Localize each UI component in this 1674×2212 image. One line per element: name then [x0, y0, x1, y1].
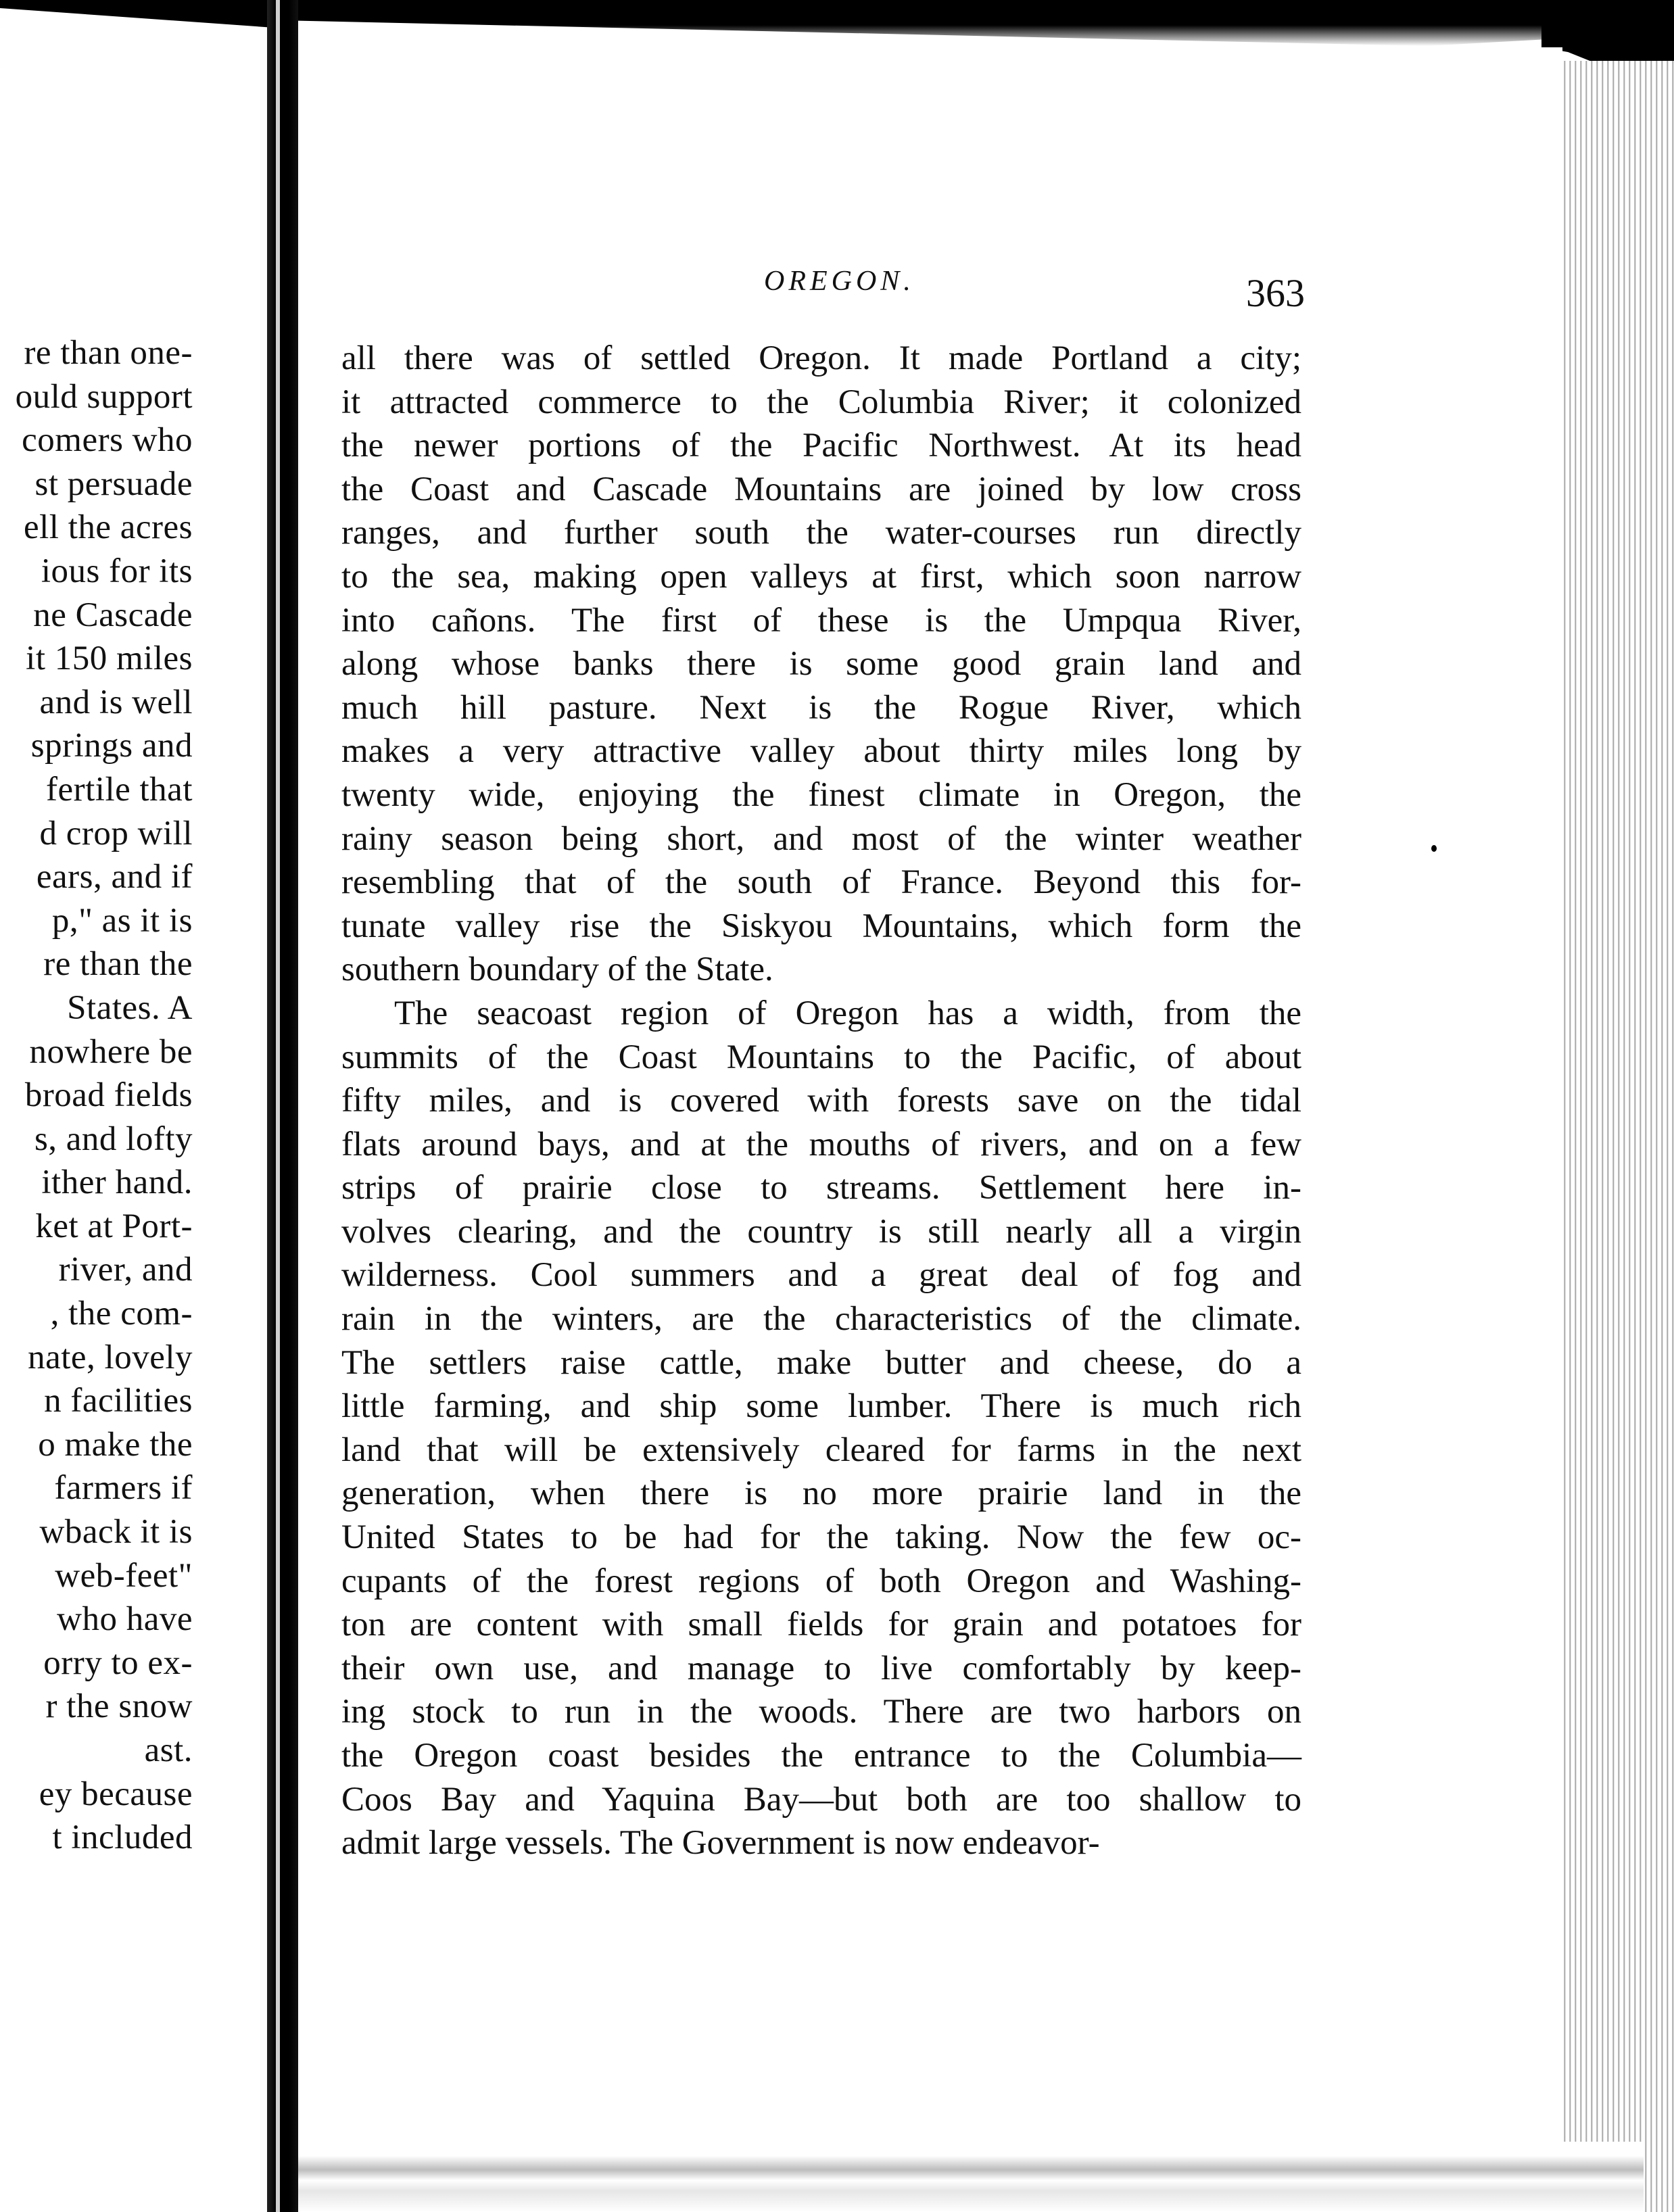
- text-line: The settlers raise cattle, make butter and cheese, do a: [341, 1343, 1301, 1382]
- text-line: it attracted commerce to the Columbia River; it colonized: [341, 383, 1301, 421]
- text-line: ing stock to run in the woods. There are two harbors on: [341, 1693, 1301, 1731]
- previous-page-line: ears, and if: [36, 858, 193, 896]
- text-line: their own use, and manage to live comfortably by keep-: [341, 1649, 1301, 1687]
- previous-page-line: broad fields: [24, 1076, 193, 1115]
- text-line: strips of prairie close to streams. Settlement here in-: [341, 1169, 1301, 1207]
- gutter-highlight: [276, 0, 280, 2212]
- previous-page-line: t included: [52, 1819, 193, 1857]
- previous-page-line: ne Cascade: [33, 596, 193, 634]
- body-text: [341, 337, 1301, 1865]
- page-stack-edge: [1555, 61, 1674, 2212]
- text-line: generation, when there is no more prairie land in the: [341, 1474, 1301, 1513]
- previous-page-line: st persuade: [34, 464, 193, 503]
- text-line: twenty wide, enjoying the finest climate in Oregon, the: [341, 775, 1301, 814]
- previous-page-line: web-feet": [55, 1556, 193, 1595]
- text-line: Coos Bay and Yaquina Bay—but both are too shallow to: [341, 1780, 1301, 1819]
- previous-page-line: n facilities: [44, 1382, 193, 1420]
- previous-page-line: orry to ex-: [43, 1643, 193, 1682]
- text-line: summits of the Coast Mountains to the Pacific, of about: [341, 1038, 1301, 1076]
- text-line: ton are content with small fields for grain and potatoes for: [341, 1606, 1301, 1644]
- text-line: wilderness. Cool summers and a great deal of fog and: [341, 1256, 1301, 1295]
- text-line: the newer portions of the Pacific Northwest. At its head: [341, 427, 1301, 465]
- text-line: United States to be had for the taking. Now the few oc-: [341, 1518, 1301, 1557]
- previous-page-line: s, and lofty: [34, 1120, 193, 1158]
- text-line: cupants of the forest regions of both Oregon and Washing-: [341, 1562, 1301, 1600]
- previous-page-line: nate, lovely: [28, 1338, 193, 1376]
- previous-page: [0, 0, 267, 2212]
- text-line: all there was of settled Oregon. It made Portland a city;: [341, 339, 1301, 377]
- text-line: volves clearing, and the country is still nearly all a virgin: [341, 1212, 1301, 1251]
- previous-page-line: who have: [57, 1600, 193, 1639]
- previous-page-line: ould support: [15, 377, 193, 416]
- previous-page-line: d crop will: [39, 814, 193, 852]
- text-line: little farming, and ship some lumber. There is much rich: [341, 1387, 1301, 1426]
- text-line: fifty miles, and is covered with forests save on the tidal: [341, 1082, 1301, 1120]
- previous-page-line: comers who: [22, 421, 193, 460]
- text-line: rain in the winters, are the characteristics of the climate.: [341, 1300, 1301, 1339]
- previous-page-line: ious for its: [41, 552, 193, 590]
- running-head: OREGON.: [764, 266, 915, 297]
- text-line: to the sea, making open valleys at first, which soon narrow: [341, 557, 1301, 596]
- text-line: land that will be extensively cleared for farms in the next: [341, 1430, 1301, 1469]
- scan-top-shadow: [298, 0, 1674, 46]
- previous-page-text: [0, 331, 193, 1860]
- previous-page-line: re than one-: [24, 334, 193, 372]
- text-line: the Coast and Cascade Mountains are joined by low cross: [341, 470, 1301, 508]
- text-line: rainy season being short, and most of the winter weather: [341, 819, 1301, 858]
- previous-page-line: ey because: [39, 1775, 193, 1813]
- text-line: admit large vessels. The Government is now endeavor-: [341, 1824, 1100, 1862]
- previous-page-line: fertile that: [46, 770, 193, 809]
- previous-page-line: it 150 miles: [26, 640, 193, 678]
- text-line: The seacoast region of Oregon has a width, from the: [394, 994, 1301, 1032]
- text-line: into cañons. The first of these is the Umpqua River,: [341, 601, 1301, 640]
- text-line: ranges, and further south the water-courses run directly: [341, 514, 1301, 552]
- text-line: along whose banks there is some good grain land and: [341, 645, 1301, 683]
- previous-page-line: , the com-: [50, 1295, 193, 1333]
- previous-page-line: ast.: [144, 1731, 193, 1769]
- previous-page-line: ither hand.: [41, 1163, 193, 1202]
- previous-page-line: p," as it is: [51, 901, 193, 940]
- previous-page-line: farmers if: [54, 1469, 193, 1508]
- text-line: resembling that of the south of France. Beyond this for-: [341, 863, 1301, 902]
- previous-page-line: and is well: [39, 683, 193, 721]
- previous-page-line: ell the acres: [23, 508, 193, 547]
- previous-page-line: wback it is: [39, 1513, 193, 1552]
- page-bottom-edge: [298, 2142, 1644, 2212]
- text-line: southern boundary of the State.: [341, 951, 773, 989]
- scan-speck: [1431, 845, 1437, 852]
- previous-page-line: nowhere be: [29, 1032, 193, 1071]
- text-line: tunate valley rise the Siskyou Mountains, which form the: [341, 907, 1301, 945]
- text-line: makes a very attractive valley about thirty miles long by: [341, 732, 1301, 771]
- book-gutter: [267, 0, 298, 2212]
- page-number: 363: [1246, 271, 1305, 315]
- previous-page-line: river, and: [58, 1251, 193, 1289]
- previous-page-line: springs and: [30, 727, 193, 765]
- page-shadow: [0, 0, 267, 41]
- text-line: the Oregon coast besides the entrance to the Columbia—: [341, 1737, 1301, 1775]
- text-line: much hill pasture. Next is the Rogue River, which: [341, 688, 1301, 727]
- previous-page-line: r the snow: [45, 1687, 193, 1726]
- previous-page-line: o make the: [38, 1425, 193, 1464]
- text-line: flats around bays, and at the mouths of rivers, and on a few: [341, 1125, 1301, 1163]
- previous-page-line: ket at Port-: [35, 1207, 193, 1245]
- previous-page-line: re than the: [43, 945, 193, 984]
- previous-page-line: States. A: [67, 988, 193, 1027]
